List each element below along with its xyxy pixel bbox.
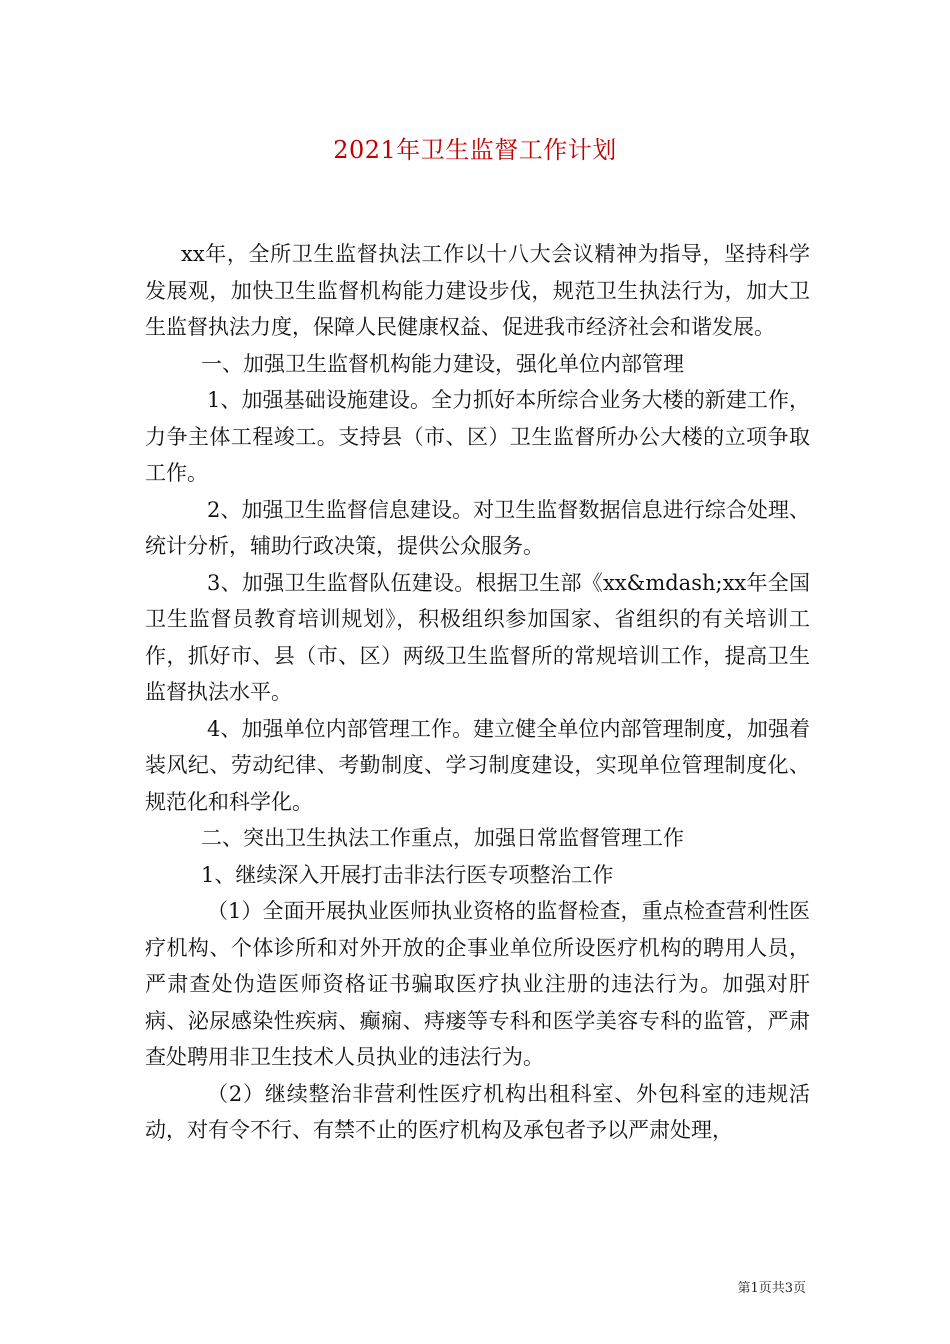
- paragraph-subitem-2: （2）继续整治非营利性医疗机构出租科室、外包科室的违规活动，对有令不行、有禁不止的医疗机构及承包者予以严肃处理，: [145, 1081, 810, 1142]
- paragraph-subitem-1: （1）全面开展执业医师执业资格的监督检查，重点检查营利性医疗机构、个体诊所和对外开放的企事业单位所设医疗机构的聘用人员，严肃查处伪造医师资格证书骗取医疗执业注册的违法行为。加强对肝病、泌尿感染性疾病、癫痫、痔瘘等专科和医学美容专科的监管，严肃查处聘用非卫生技术人员执业的违法行为。: [145, 899, 810, 1069]
- document-title: 2021年卫生监督工作计划: [333, 136, 617, 164]
- paragraph-item-3: 3、加强卫生监督队伍建设。根据卫生部《xx&mdash;xx年全国卫生监督员教育培训规划》，积极组织参加国家、省组织的有关培训工作，抓好市、县（市、区）两级卫生监督所的常规培训工作，提高卫生监督执法水平。: [145, 570, 810, 704]
- paragraph-item-1: 1、加强基础设施建设。全力抓好本所综合业务大楼的新建工作，力争主体工程竣工。支持县（市、区）卫生监督所办公大楼的立项争取工作。: [145, 388, 810, 485]
- section-heading-2: 二、突出卫生执法工作重点，加强日常监督管理工作: [201, 826, 684, 850]
- page-indicator: 第1页共3页: [737, 1281, 806, 1296]
- subsection-heading-1: 1、继续深入开展打击非法行医专项整治工作: [201, 862, 614, 887]
- paragraph-item-2: 2、加强卫生监督信息建设。对卫生监督数据信息进行综合处理、统计分析，辅助行政决策，提供公众服务。: [145, 497, 810, 558]
- section-heading-1: 一、加强卫生监督机构能力建设，强化单位内部管理: [201, 351, 684, 376]
- paragraph-intro: xx年，全所卫生监督执法工作以十八大会议精神为指导，坚持科学发展观，加快卫生监督机构能力建设步伐，规范卫生执法行为，加大卫生监督执法力度，保障人民健康权益、促进我市经济社会和谐发展。: [145, 242, 810, 339]
- document-body: [145, 236, 810, 1149]
- paragraph-item-4: 4、加强单位内部管理工作。建立健全单位内部管理制度，加强着装风纪、劳动纪律、考勤制度、学习制度建设，实现单位管理制度化、规范化和科学化。: [145, 716, 810, 814]
